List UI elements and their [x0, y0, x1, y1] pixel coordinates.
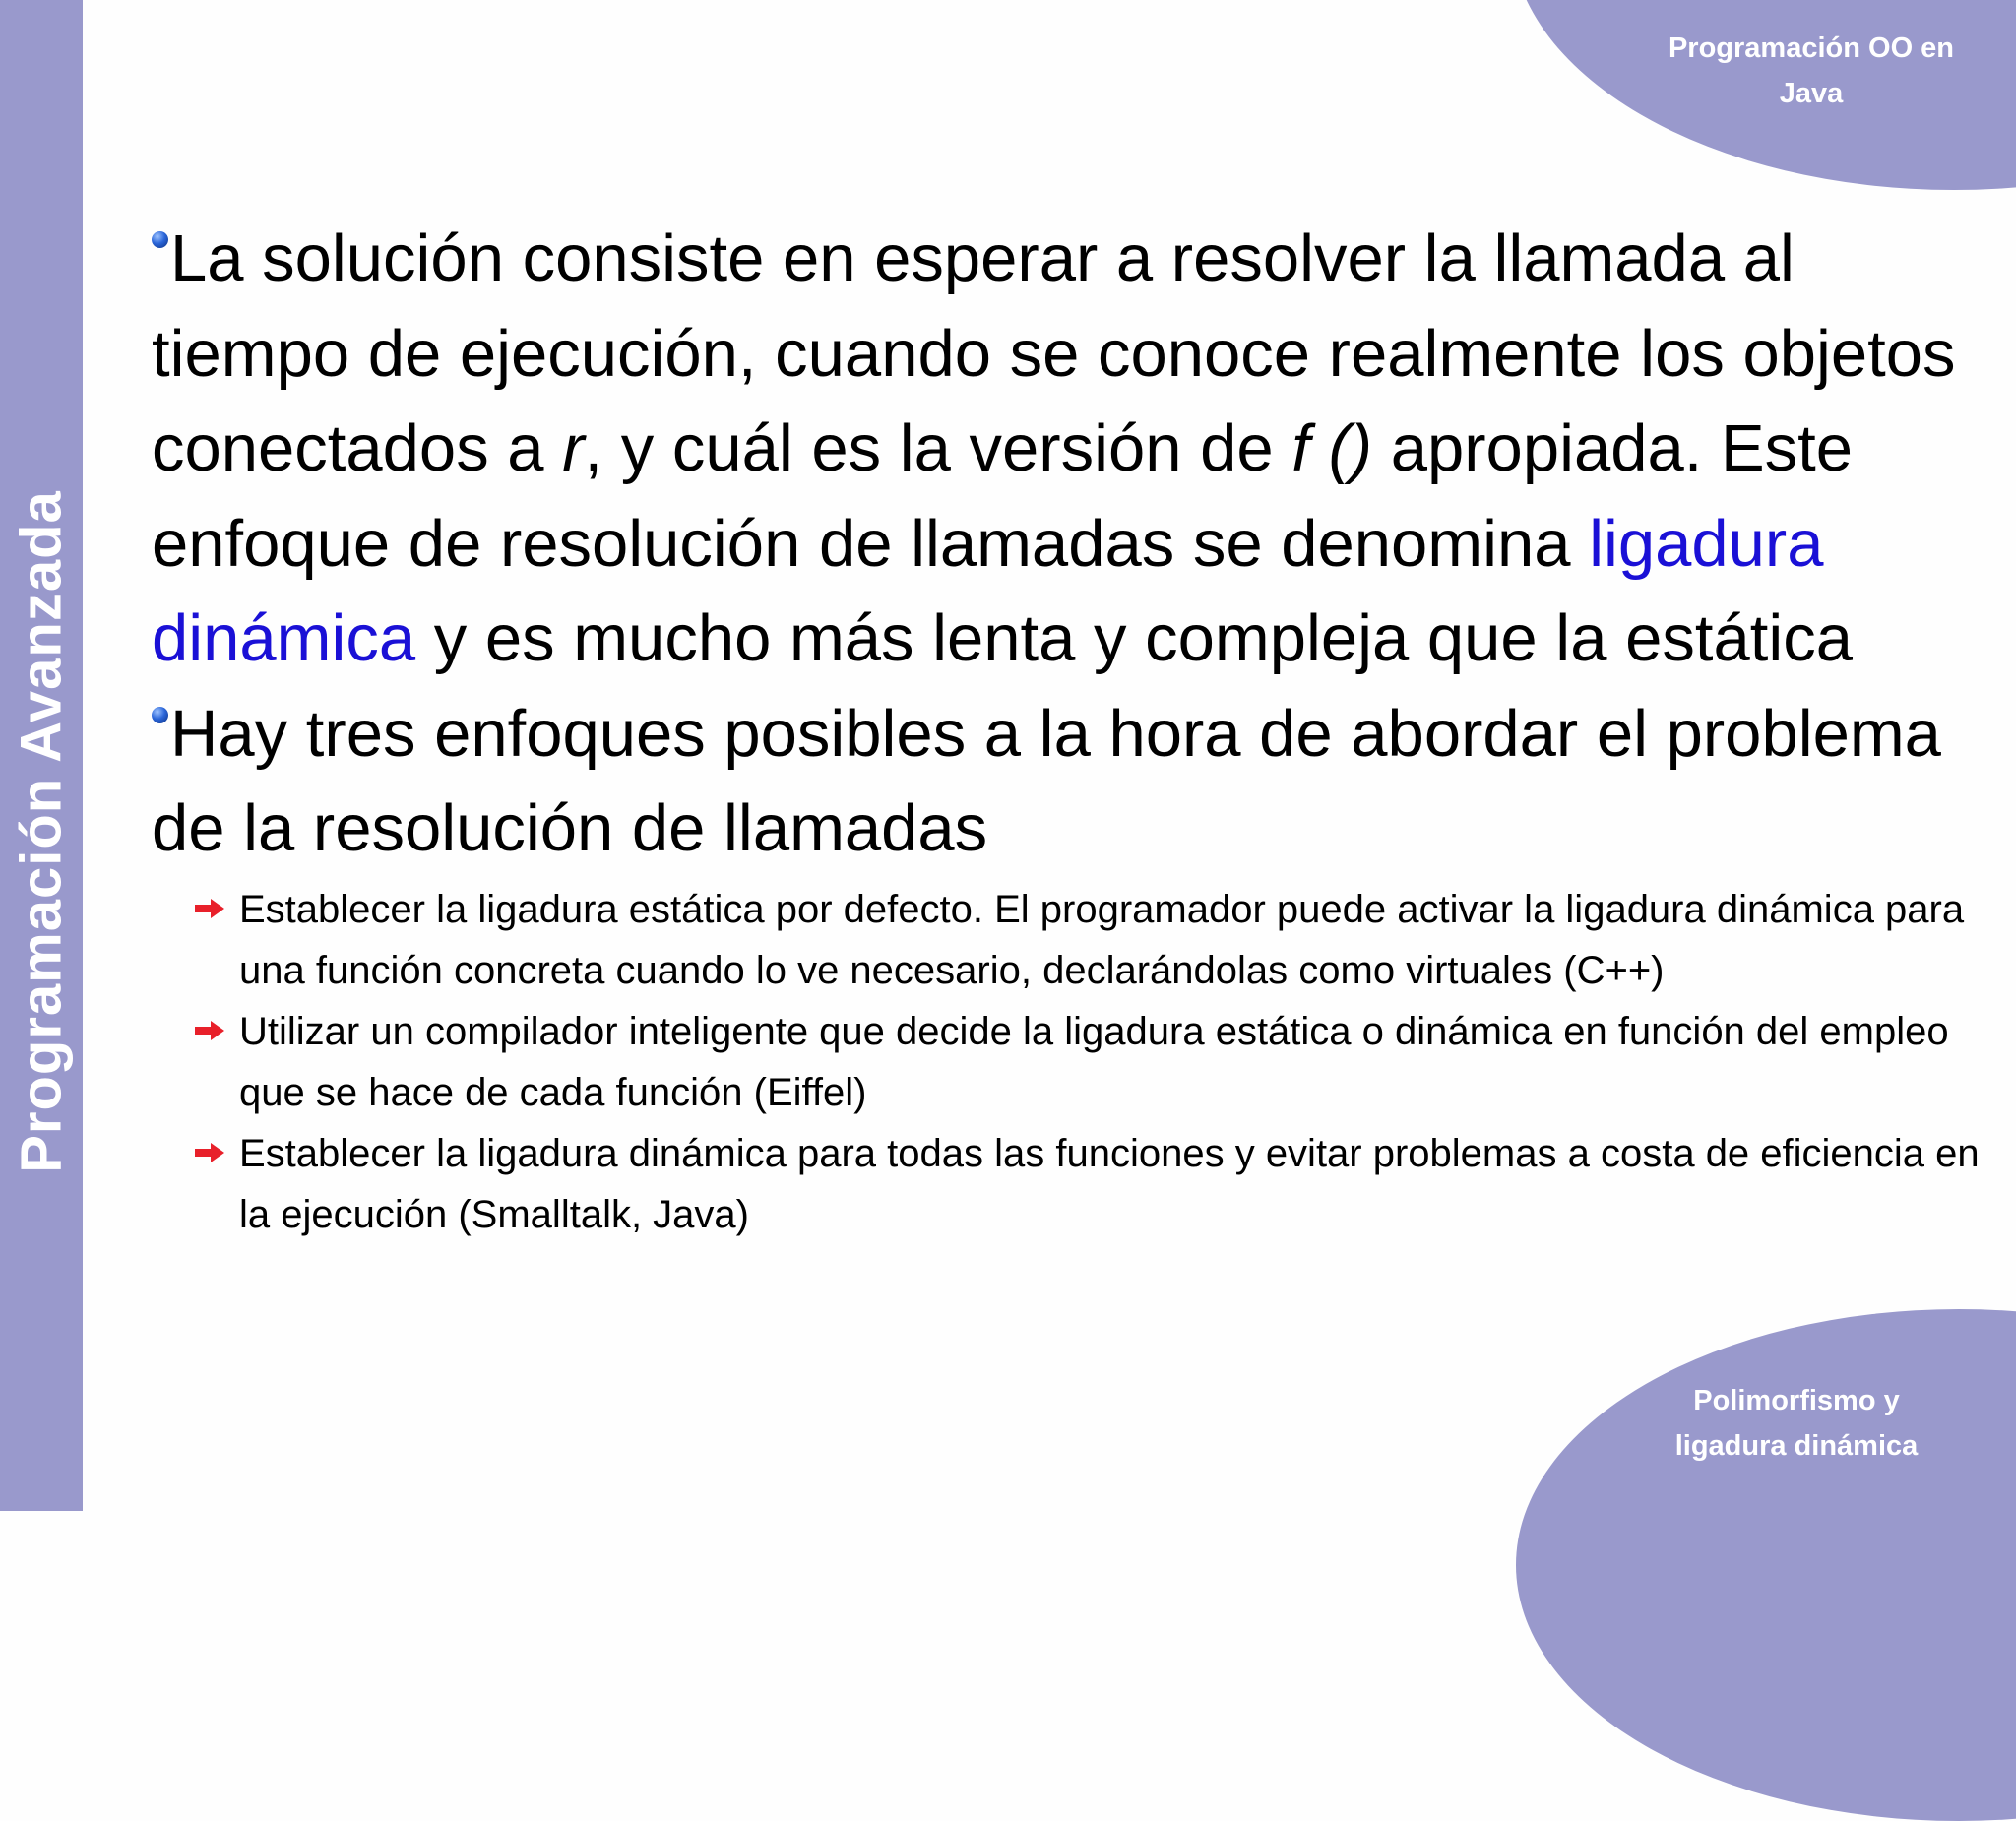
bullet-1-text-c: apropiada. Este enfoque de resolución de llamadas se denomina [152, 411, 1854, 581]
variable-r: r [562, 411, 585, 485]
function-f: f () [1292, 411, 1373, 485]
sub-bullet-1 [195, 879, 1992, 1001]
sidebar-band [0, 0, 83, 1511]
bullet-1-text-d: y es mucho más lenta y compleja que la estática [415, 601, 1853, 675]
bullet-1-text-b: , y cuál es la versión de [584, 411, 1292, 485]
course-title-line1: Programación OO en [1668, 32, 1955, 64]
sub-bullet-2 [195, 1001, 1992, 1123]
sub-bullet-1-text: Establecer la ligadura estática por defecto. El programador puede activar la ligadura dinámica para una función concreta cuando lo ve necesario, declarándolas como virtuales (C++) [239, 887, 1965, 992]
slide-content [152, 212, 1992, 1245]
red-arrow-bullet-icon [195, 1143, 224, 1162]
ligadura-dinamica-link[interactable]: ligadura dinámica [152, 506, 1824, 675]
course-title-line2: Java [1779, 78, 1844, 109]
bullet-2-text: Hay tres enfoques posibles a la hora de abordar el problema de la resolución de llamadas [152, 696, 1941, 865]
course-title [1634, 26, 1988, 116]
blue-sphere-bullet-icon [152, 231, 168, 248]
red-arrow-bullet-icon [195, 899, 224, 918]
blue-sphere-bullet-icon [152, 707, 168, 723]
sub-bullet-list [195, 879, 1992, 1245]
sidebar-title: Programación Avanzada [9, 490, 74, 1173]
topic-title [1624, 1378, 1969, 1469]
topic-title-line2: ligadura dinámica [1674, 1430, 1919, 1462]
bullet-1-text-a: La solución consiste en esperar a resolver la llamada al tiempo de ejecución, cuando se conoce realmente los objetos conectados a [152, 221, 1956, 485]
sub-bullet-2-text: Utilizar un compilador inteligente que decide la ligadura estática o dinámica en función del empleo que se hace de cada función (Eiffel) [239, 1009, 1949, 1114]
red-arrow-bullet-icon [195, 1021, 224, 1040]
topic-title-line1: Polimorfismo y [1693, 1385, 1900, 1416]
sub-bullet-3 [195, 1123, 1992, 1245]
sub-bullet-3-text: Establecer la ligadura dinámica para todas las funciones y evitar problemas a costa de eficiencia en la ejecución (Smalltalk, Java) [239, 1131, 1980, 1236]
bullet-1 [152, 212, 1992, 687]
bullet-2 [152, 687, 1992, 877]
